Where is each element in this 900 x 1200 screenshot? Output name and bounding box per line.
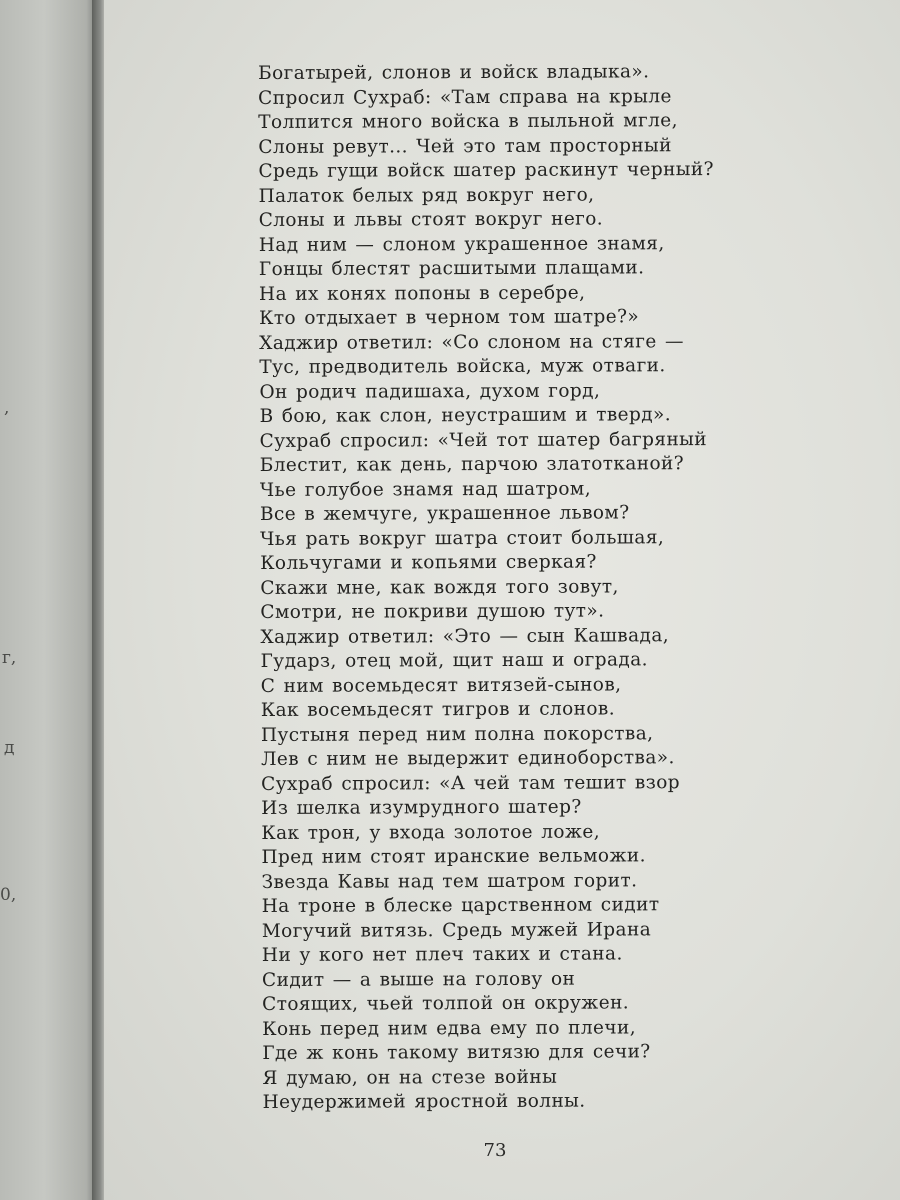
poem-line: Кто отдыхает в черном том шатре?»	[259, 306, 640, 329]
poem-line: Лев с ним не выдержит единоборства».	[260, 747, 675, 770]
poem-line: Скажи мне, как вождя того зовут,	[260, 575, 619, 599]
poem-line: Хаджир ответил: «Со слоном на стяге —	[259, 330, 684, 354]
poem-line: С ним восемьдесят витязей-сынов,	[260, 673, 622, 697]
poem-line: Блестит, как день, парчою златотканой?	[259, 453, 685, 476]
poem-line: Средь гущи войск шатер раскинут черный?	[258, 159, 715, 182]
margin-mark: д	[4, 738, 15, 758]
poem-line: Где ж конь такому витязю для сечи?	[262, 1041, 651, 1064]
poem-line: На их конях попоны в серебре,	[258, 282, 586, 305]
poem-line: Сидит — а выше на голову он	[261, 968, 576, 991]
poem-line: Гонцы блестят расшитыми плащами.	[258, 257, 645, 280]
poem-line: Конь перед ним едва ему по плечи,	[262, 1016, 637, 1040]
poem-line: Как восемьдесят тигров и слонов.	[260, 698, 616, 721]
poem-line: Хаджир ответил: «Это — сын Кашвада,	[260, 624, 670, 648]
poem-line: Палаток белых ряд вокруг него,	[258, 184, 595, 207]
poem-line: Сухраб спросил: «Чей тот шатер багряный	[259, 428, 708, 452]
poem-line: Тус, предводитель войска, муж отваги.	[259, 355, 666, 378]
poem-line: Стоящих, чьей толпой он окружен.	[262, 992, 630, 1015]
poem-line: Кольчугами и копьями сверкая?	[260, 551, 597, 574]
poem-line: Сухраб спросил: «А чей там тешит взор	[261, 771, 681, 795]
poem-line: Слоны и львы стоят вокруг него.	[258, 208, 604, 231]
poem-line: Над ним — слоном украшенное знамя,	[258, 232, 665, 256]
poem-line: Он родич падишаха, духом горд,	[259, 380, 601, 403]
poem-line: Слоны ревут... Чей это там просторный	[258, 134, 672, 158]
poem-line: Я думаю, он на стезе войны	[262, 1066, 558, 1089]
poem-line: Ни у кого нет плеч таких и стана.	[261, 943, 623, 966]
poem-line: Все в жемчуге, украшенное львом?	[259, 502, 630, 525]
poem-line: Могучий витязь. Средь мужей Ирана	[261, 918, 652, 942]
margin-mark: 0,	[0, 885, 17, 905]
poem-line: Чье голубое знамя над шатром,	[259, 478, 592, 501]
poem-text	[258, 59, 863, 1115]
poem-line: Гударз, отец мой, щит наш и ограда.	[260, 649, 648, 672]
left-page-edge	[0, 0, 98, 1200]
poem-line: Толпится много войска в пыльной мгле,	[258, 110, 678, 133]
poem-line: На троне в блеске царственном сидит	[261, 894, 660, 917]
poem-line: Смотри, не покриви душою тут».	[260, 600, 605, 623]
poem-line: В бою, как слон, неустрашим и тверд».	[259, 404, 672, 427]
poem-line: Неудержимей яростной волны.	[262, 1090, 586, 1113]
page-number: 73	[483, 1140, 507, 1161]
poem-line: Как трон, у входа золотое ложе,	[261, 821, 601, 844]
margin-mark: ,	[4, 398, 10, 418]
poem-line: Чья рать вокруг шатра стоит большая,	[260, 526, 665, 550]
margin-mark: г,	[2, 648, 17, 668]
poem-line: Пред ним стоят иранские вельможи.	[261, 845, 646, 868]
poem-line: Пустыня перед ним полна покорства,	[260, 722, 654, 746]
poem-line: Звезда Кавы над тем шатром горит.	[261, 869, 638, 893]
poem-line: Спросил Сухраб: «Там справа на крыле	[258, 85, 672, 109]
poem-line: Из шелка изумрудного шатер?	[261, 796, 582, 819]
poem-line: Богатырей, слонов и войск владыка».	[258, 61, 650, 84]
